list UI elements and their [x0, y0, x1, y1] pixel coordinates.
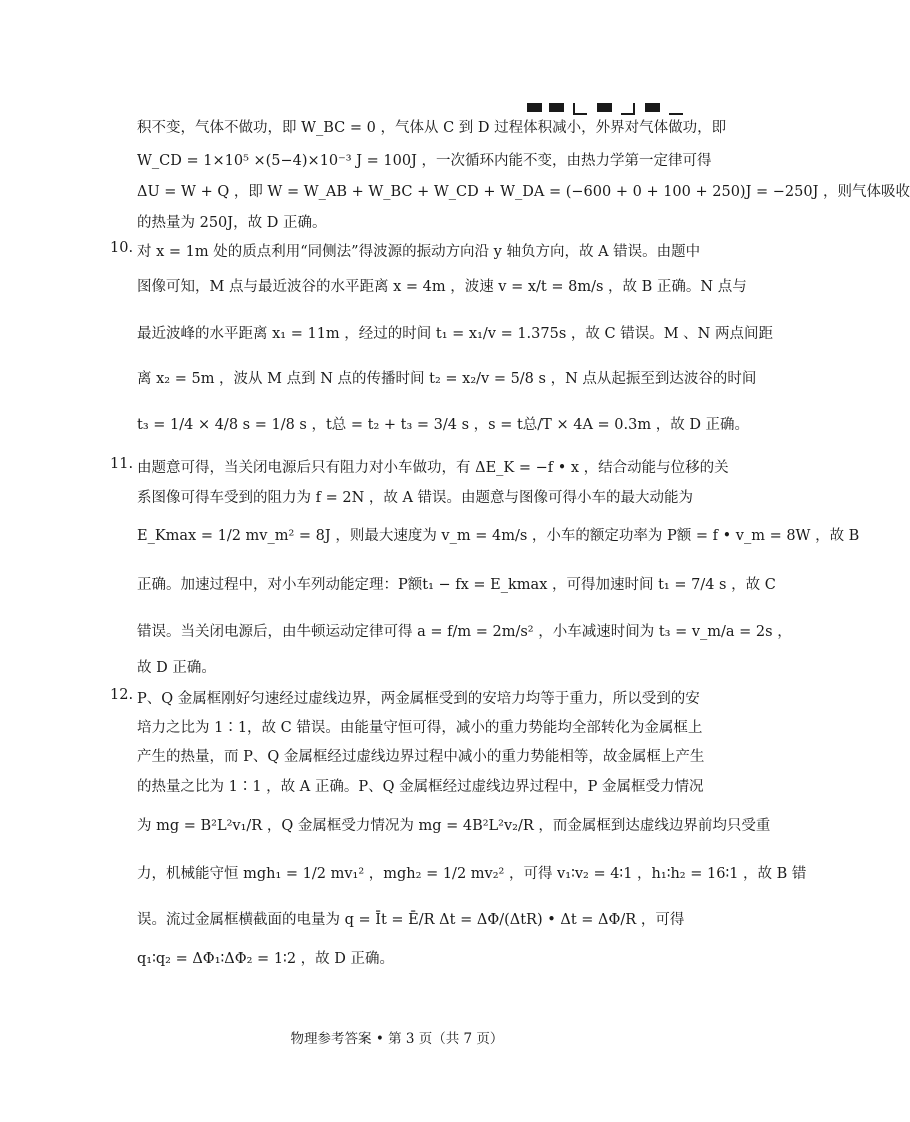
question-number: 12.	[110, 687, 134, 703]
line-text: 的热量之比为 1∶1 ，故 A 正确。P、Q 金属框经过虚线边界过程中，P 金属框受力情况	[137, 779, 704, 795]
line-text: 为 mg = B²L²v₁/R ，Q 金属框受力情况为 mg = 4B²L²v₂/R ，而金属框到达虚线边界前均只受重	[137, 818, 771, 834]
line-text: 由题意可得，当关闭电源后只有阻力对小车做功，有 ΔE_K = −f • x ，结合动能与位移的关	[137, 460, 729, 476]
line-text: 正确。加速过程中，对小车列动能定理：P额t₁ − fx = E_kmax ，可得加速时间 t₁ = 7/4 s ，故 C	[137, 577, 776, 593]
mark-corner-1	[573, 103, 587, 115]
mark-solid-3	[597, 103, 612, 112]
line-text: 误。流过金属框横截面的电量为 q = Īt = Ē/R Δt = ΔΦ/(ΔtR) • Δt = ΔΦ/R ，可得	[137, 912, 685, 928]
line-text: 培力之比为 1∶1，故 C 错误。由能量守恒可得，减小的重力势能均全部转化为金属框上	[137, 720, 703, 736]
line-text: 离 x₂ = 5m ，波从 M 点到 N 点的传播时间 t₂ = x₂/v = 5/8 s ，N 点从起振至到达波谷的时间	[137, 371, 757, 387]
line-text: 产生的热量，而 P、Q 金属框经过虚线边界过程中减小的重力势能相等，故金属框上产生	[137, 749, 705, 765]
line-text: q₁∶q₂ = ΔΦ₁∶ΔΦ₂ = 1∶2 ，故 D 正确。	[137, 951, 394, 967]
line-text: E_Kmax = 1/2 mv_m² = 8J ，则最大速度为 v_m = 4m/s ，小车的额定功率为 P额 = f • v_m = 8W ，故 B	[137, 528, 860, 544]
line-text: 系图像可得车受到的阻力为 f = 2N ，故 A 错误。由题意与图像可得小车的最大动能为	[137, 490, 694, 506]
line-text: 故 D 正确。	[137, 660, 216, 676]
line-text: ΔU = W + Q ，即 W = W_AB + W_BC + W_CD + W_DA = (−600 + 0 + 100 + 250)J = −250J ，则气体吸收	[137, 184, 910, 200]
line-text: t₃ = 1/4 × 4/8 s = 1/8 s ，t总 = t₂ + t₃ = 3/4 s ，s = t总/T × 4A = 0.3m ，故 D 正确。	[137, 417, 750, 433]
line-text: 对 x = 1m 处的质点利用“同侧法”得波源的振动方向沿 y 轴负方向，故 A 错误。由题中	[137, 244, 701, 260]
line-text: 积不变，气体不做功，即 W_BC = 0 ，气体从 C 到 D 过程体积减小，外界对气体做功，即	[137, 120, 727, 136]
mark-solid-4	[645, 103, 660, 112]
line-text: 的热量为 250J，故 D 正确。	[137, 215, 327, 231]
mark-bar	[669, 103, 683, 115]
line-text: P、Q 金属框刚好匀速经过虚线边界，两金属框受到的安培力均等于重力，所以受到的安	[137, 691, 700, 707]
page-footer: 物理参考答案 • 第 3 页（共 7 页）	[290, 1031, 504, 1047]
mark-solid-2	[549, 103, 564, 112]
mark-corner-2	[621, 103, 635, 115]
line-text: 力，机械能守恒 mgh₁ = 1/2 mv₁² ，mgh₂ = 1/2 mv₂² ，可得 v₁∶v₂ = 4∶1 ，h₁∶h₂ = 16∶1 ，故 B 错	[137, 866, 807, 882]
question-number: 10.	[110, 240, 134, 256]
line-text: 错误。当关闭电源后，由牛顿运动定律可得 a = f/m = 2m/s² ，小车减速时间为 t₃ = v_m/a = 2s ，	[137, 624, 792, 640]
line-text: W_CD = 1×10⁵ ×(5−4)×10⁻³ J = 100J ，一次循环内能不变，由热力学第一定律可得	[137, 153, 712, 169]
question-number: 11.	[110, 456, 134, 472]
line-text: 最近波峰的水平距离 x₁ = 11m ，经过的时间 t₁ = x₁/v = 1.375s ，故 C 错误。M 、N 两点间距	[137, 326, 773, 342]
mark-solid-1	[527, 103, 542, 112]
registration-marks	[527, 103, 687, 115]
line-text: 图像可知，M 点与最近波谷的水平距离 x = 4m ，波速 v = x/t = 8m/s ，故 B 正确。N 点与	[137, 279, 747, 295]
